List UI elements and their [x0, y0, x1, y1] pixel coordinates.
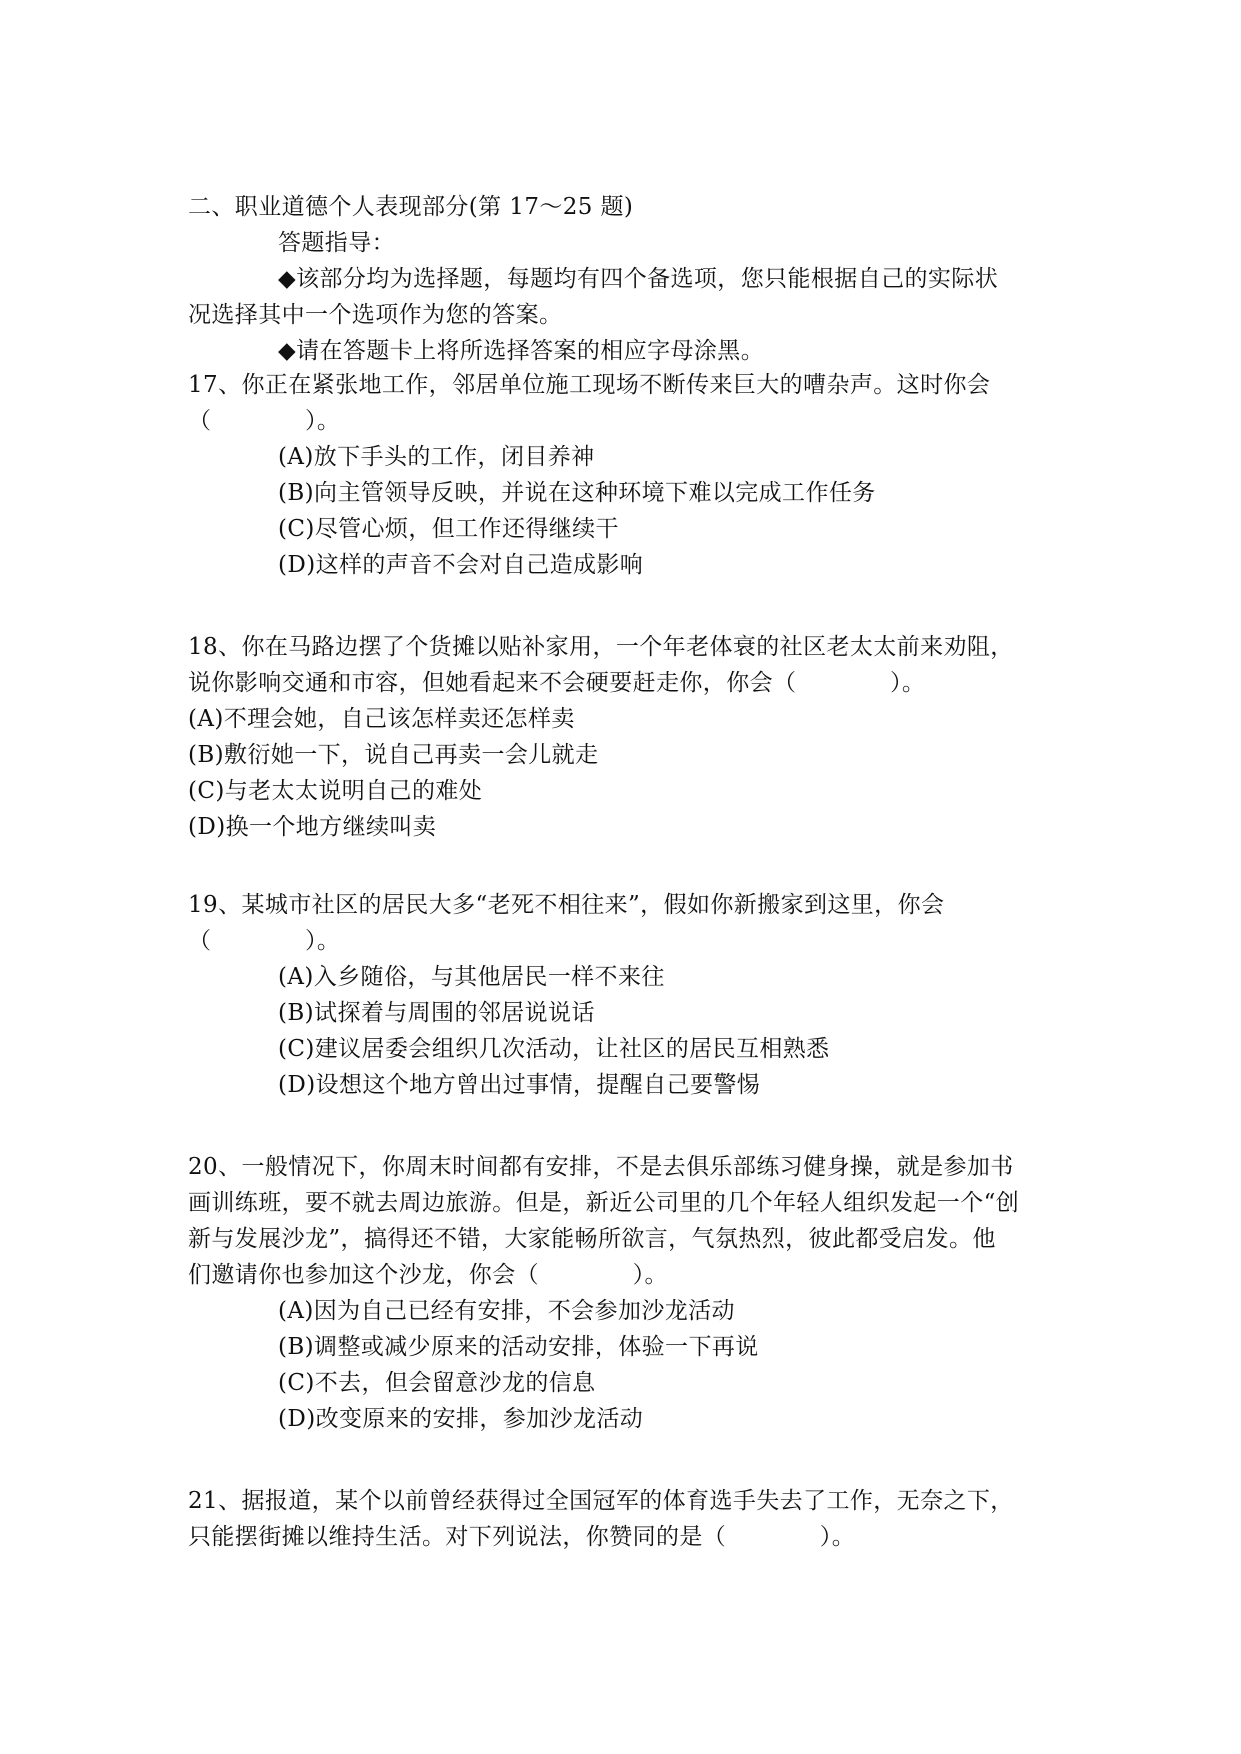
- question-19-option-c: (C)建议居委会组织几次活动，让社区的居民互相熟悉: [278, 1036, 830, 1062]
- question-18-text: 18、你在马路边摆了个货摊以贴补家用，一个年老体衰的社区老太太前来劝阻，: [188, 634, 1014, 660]
- question-19-option-a: (A)入乡随俗，与其他居民一样不来往: [278, 964, 665, 990]
- question-18-option-b: (B)敷衍她一下，说自己再卖一会儿就走: [188, 742, 599, 768]
- section-title: 二、职业道德个人表现部分(第 17～25 题): [188, 194, 634, 220]
- question-21-text-cont: 只能摆街摊以维持生活。对下列说法，你赞同的是（ ）。: [188, 1524, 856, 1550]
- question-17-option-b: (B)向主管领导反映，并说在这种环境下难以完成工作任务: [278, 480, 876, 506]
- question-18-option-c: (C)与老太太说明自己的难处: [188, 778, 483, 804]
- guide-instruction-1-cont: 况选择其中一个选项作为您的答案。: [188, 302, 563, 328]
- question-19-option-d: (D)设想这个地方曾出过事情，提醒自己要警惕: [278, 1072, 761, 1098]
- question-20-option-a: (A)因为自己已经有安排，不会参加沙龙活动: [278, 1298, 735, 1324]
- question-19-text: 19、某城市社区的居民大多“老死不相往来”，假如你新搬家到这里，你会: [188, 892, 945, 918]
- question-18-text-cont: 说你影响交通和市容，但她看起来不会硬要赶走你，你会（ ）。: [188, 670, 926, 696]
- question-17-text: 17、你正在紧张地工作，邻居单位施工现场不断传来巨大的嘈杂声。这时你会: [188, 372, 991, 398]
- question-20-text: 20、一般情况下，你周末时间都有安排，不是去俱乐部练习健身操，就是参加书: [188, 1154, 1014, 1180]
- question-17-option-c: (C)尽管心烦，但工作还得继续干: [278, 516, 619, 542]
- question-20-text-cont-3: 们邀请你也参加这个沙龙，你会（ ）。: [188, 1262, 668, 1288]
- question-19-blank: （ ）。: [188, 928, 341, 954]
- question-19-option-b: (B)试探着与周围的邻居说说话: [278, 1000, 595, 1026]
- question-21-text: 21、据报道，某个以前曾经获得过全国冠军的体育选手失去了工作，无奈之下，: [188, 1488, 1014, 1514]
- question-20-text-cont-1: 画训练班，要不就去周边旅游。但是，新近公司里的几个年轻人组织发起一个“创: [188, 1190, 1020, 1216]
- guide-instruction-1: ◆该部分均为选择题，每题均有四个备选项，您只能根据自己的实际状: [278, 266, 999, 292]
- question-20-option-c: (C)不去，但会留意沙龙的信息: [278, 1370, 596, 1396]
- guide-instruction-2: ◆请在答题卡上将所选择答案的相应字母涂黑。: [278, 338, 765, 364]
- question-17-option-a: (A)放下手头的工作，闭目养神: [278, 444, 595, 470]
- question-17-option-d: (D)这样的声音不会对自己造成影响: [278, 552, 644, 578]
- question-18-option-d: (D)换一个地方继续叫卖: [188, 814, 437, 840]
- question-20-text-cont-2: 新与发展沙龙”，搞得还不错，大家能畅所欲言，气氛热烈，彼此都受启发。他: [188, 1226, 996, 1252]
- question-18-option-a: (A)不理会她，自己该怎样卖还怎样卖: [188, 706, 575, 732]
- question-20-option-d: (D)改变原来的安排，参加沙龙活动: [278, 1406, 644, 1432]
- question-20-option-b: (B)调整或减少原来的活动安排，体验一下再说: [278, 1334, 759, 1360]
- question-17-blank: （ ）。: [188, 408, 341, 434]
- guide-heading: 答题指导：: [278, 230, 395, 256]
